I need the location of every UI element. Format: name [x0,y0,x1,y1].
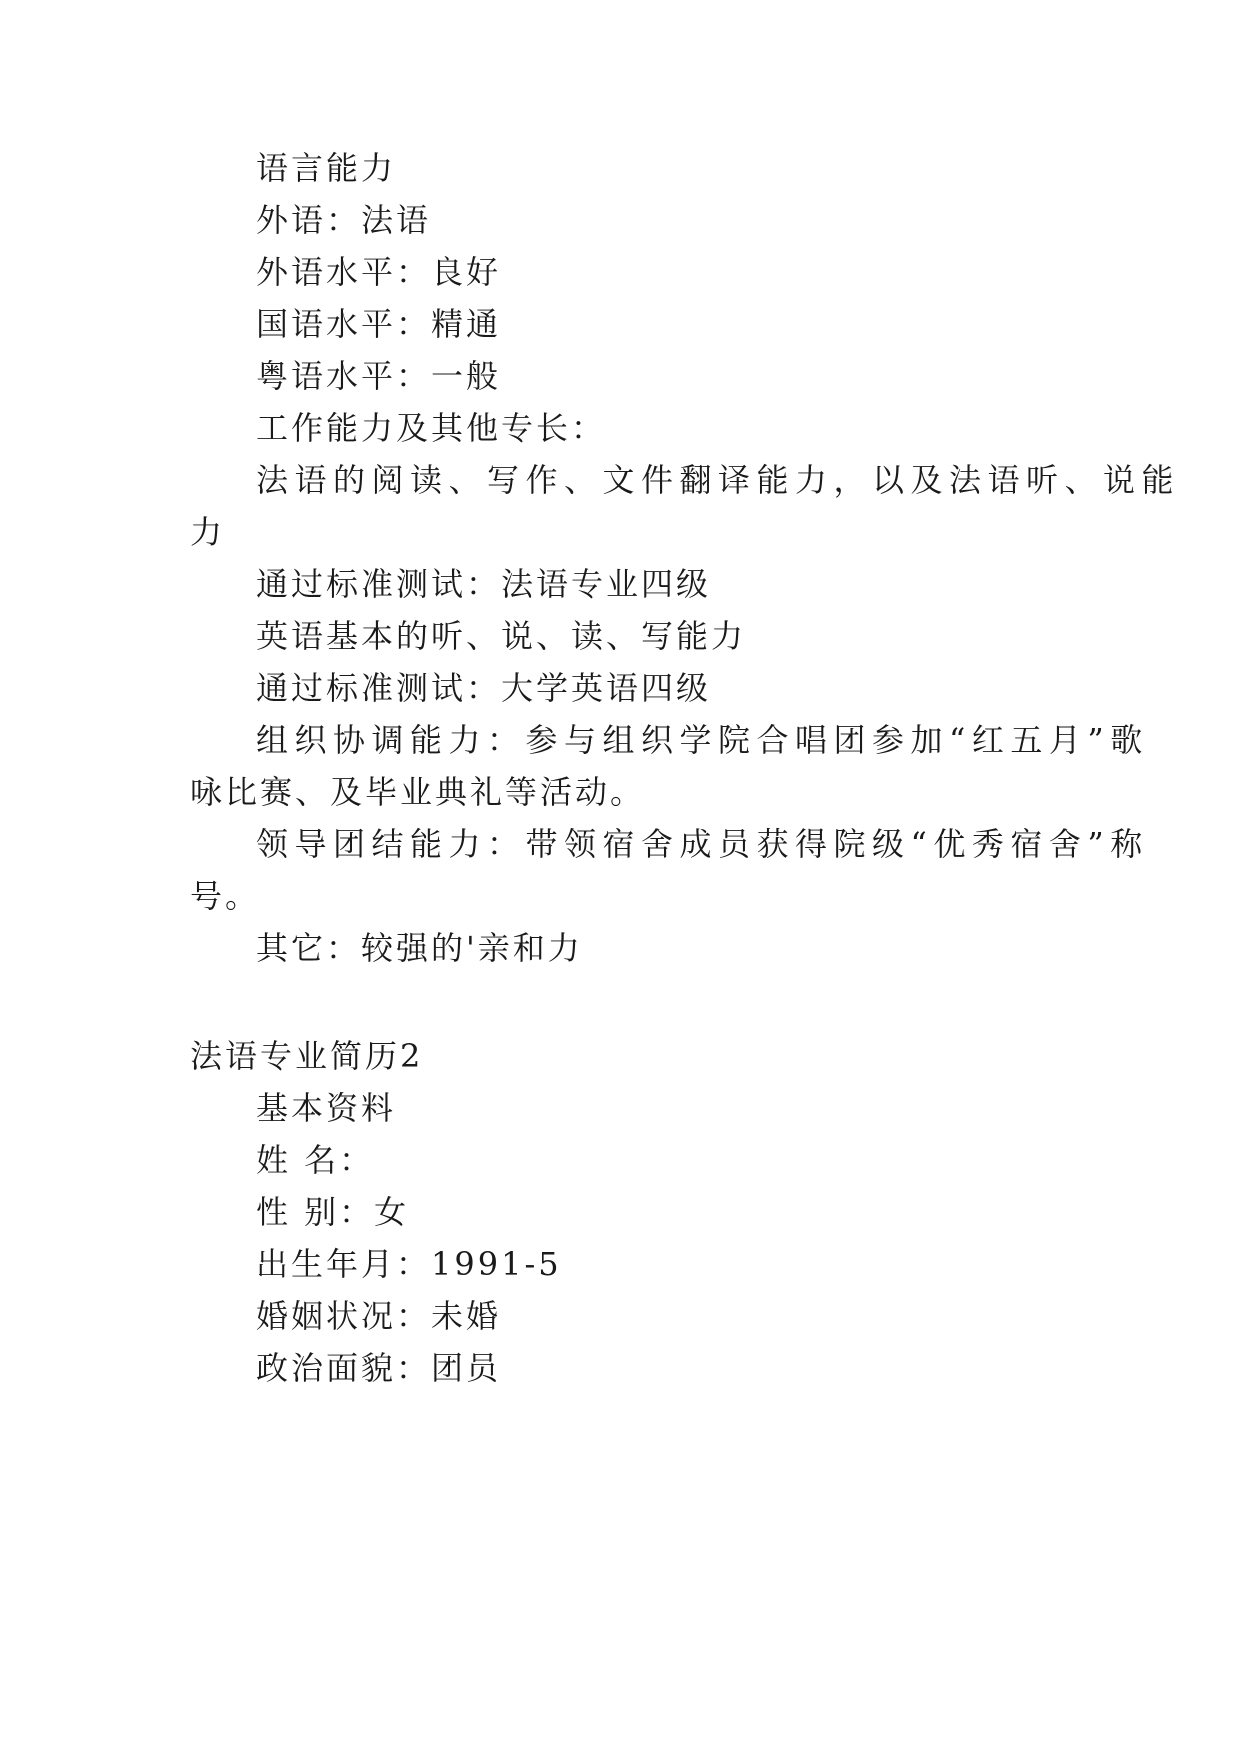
english-test: 通过标准测试：大学英语四级 [256,669,712,707]
language-ability-heading: 语言能力 [256,149,397,187]
leadership-line-2: 号。 [190,877,261,915]
basic-info-heading: 基本资料 [256,1089,397,1127]
gender-field: 性 别：女 [256,1193,410,1231]
french-test: 通过标准测试：法语专业四级 [256,565,712,603]
skills-heading: 工作能力及其他专长： [256,409,607,447]
leadership-line-1: 领导团结能力：带领宿舍成员获得院级“优秀宿舍”称 [256,825,1149,863]
cantonese-level: 粤语水平：一般 [256,357,502,395]
name-field: 姓 名： [256,1141,375,1179]
political-field: 政治面貌：团员 [256,1349,502,1387]
mandarin-level: 国语水平：精通 [256,305,502,343]
birth-field: 出生年月：1991-5 [256,1245,562,1283]
french-skills-line-1: 法语的阅读、写作、文件翻译能力，以及法语听、说能 [256,461,1181,499]
french-skills-line-2: 力 [190,513,226,551]
foreign-language-level: 外语水平：良好 [256,253,502,291]
resume-2-title: 法语专业简历2 [190,1037,424,1075]
marital-field: 婚姻状况：未婚 [256,1297,502,1335]
other-ability: 其它：较强的'亲和力 [256,929,583,967]
organization-line-2: 咏比赛、及毕业典礼等活动。 [190,773,646,811]
english-skills: 英语基本的听、说、读、写能力 [256,617,747,655]
organization-line-1: 组织协调能力：参与组织学院合唱团参加“红五月”歌 [256,721,1149,759]
foreign-language: 外语：法语 [256,201,432,239]
